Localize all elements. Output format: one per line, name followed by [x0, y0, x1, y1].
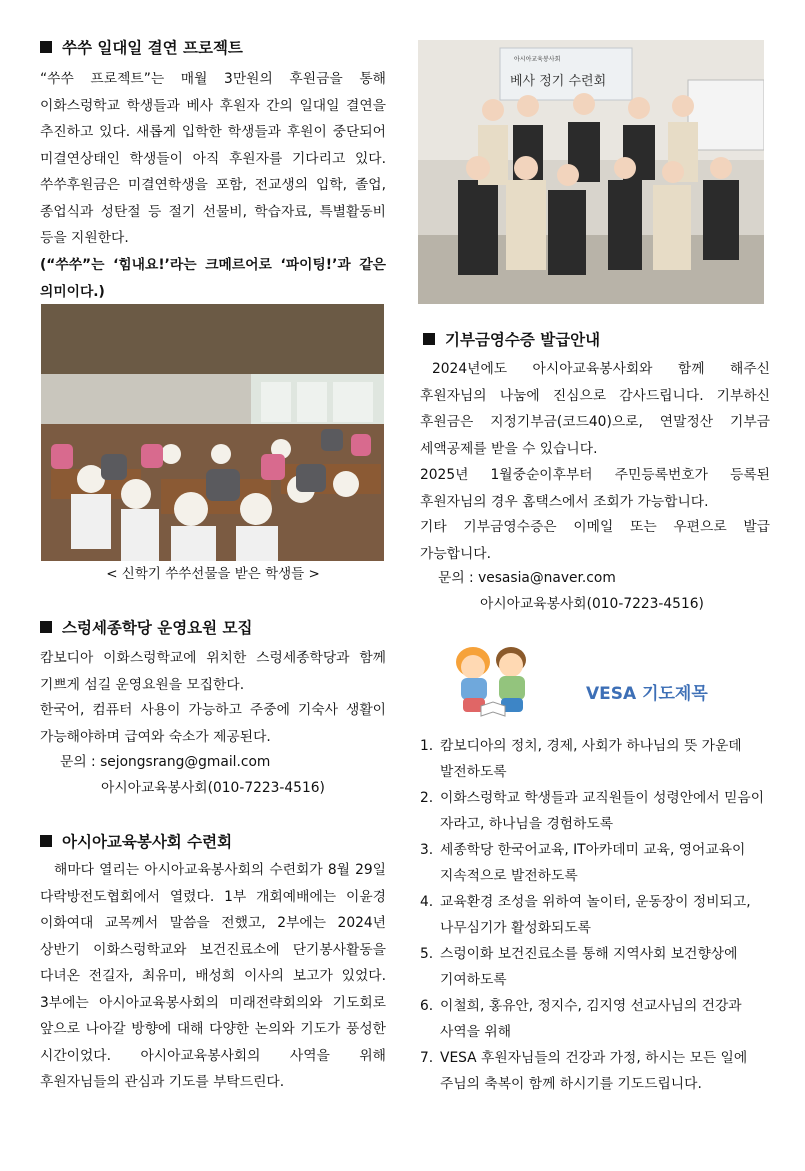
banner-logo: 아시아교육봉사회 [514, 56, 561, 63]
recruit-body-2: 한국어, 컴퓨터 사용이 가능하고 주중에 기숙사 생활이 가능해야하며 급여와 숙소가 제공된다. [40, 702, 386, 745]
contact-label: 문의 : [60, 754, 96, 770]
prayer-item: 1. 캄보디아의 정치, 경제, 사회가 하나님의 뜻 가운데 발전하도록 [420, 738, 742, 780]
sssu-note: (“쑤쑤”는 ‘힘내요!’라는 크메르어로 ‘파이팅!’과 같은 의미이다.) [40, 257, 386, 300]
photo-caption: < 신학기 쑤쑤선물을 받은 학생들 > [106, 566, 320, 582]
recruit-contact-org: 아시아교육봉사회(010-7223-4516) [101, 780, 325, 796]
receipt-body-1: 2024년에도 아시아교육봉사회와 함께 해주신 후원자님의 나눔에 진심으로 감사드립니다. 기부하신 후원금은 지정기부금(코드40)으로, 연말정산 기부금 세액공제를 받을 수 있습니다. [420, 361, 770, 457]
contact-label: 문의 : [438, 570, 474, 586]
receipt-contact-org: 아시아교육봉사회(010-7223-4516) [480, 596, 704, 612]
section-heading-recruit: 스렁세종학당 운영요원 모집 [40, 618, 252, 638]
receipt-body-3: 기타 기부금영수증은 이메일 또는 우편으로 발급 가능합니다. [420, 519, 770, 562]
receipt-body-2: 2025년 1월중순이후부터 주민등록번호가 등록된 후원자님의 경우 홈택스에서 조회가 가능합니다. [420, 467, 770, 510]
praying-children-icon [443, 640, 543, 722]
prayer-item: 3. 세종학당 한국어교육, IT아카데미 교육, 영어교육이 지속적으로 발전하도록 [420, 842, 746, 884]
section-heading-sssu: 쑤쑤 일대일 결연 프로젝트 [40, 38, 243, 58]
students-photo [41, 304, 384, 561]
prayer-item: 2. 이화스렁학교 학생들과 교직원들이 성령안에서 믿음이 자라고, 하나님을 경험하도록 [420, 790, 765, 832]
recruit-contact-line [60, 749, 270, 775]
retreat-group-photo [418, 40, 764, 304]
prayer-item: 5. 스렁이화 보건진료소를 통해 지역사회 보건향상에 기여하도록 [420, 946, 738, 988]
banner-text: 베사 정기 수련회 [510, 74, 607, 89]
prayer-item: 4. 교육환경 조성을 위하여 놀이터, 운동장이 정비되고, 나무심기가 활성화되도록 [420, 894, 751, 936]
retreat-body: 해마다 열리는 아시아교육봉사회의 수련회가 8월 29일 다락방전도협회에서 열렸다. 1부 개회예배에는 이윤경 이화여대 교목께서 말씀을 전했고, 2부에는 2024년 상반기 이화스렁학교와 보건진료소에 단기봉사활동을 다녀온 전길자, 최유미, 배성희 이사의 보고가 있었다. 3부에는 아시아교육봉사회의 미래전략회의와 기도회로 앞으로 나아갈 방향에 대해 다양한 논의와 기도가 풍성한 시간이었다. 아시아교육봉사회의 사역을 위해 후원자님들의 관심과 기도를 부탁드린다. [40, 862, 386, 1090]
square-bullet-icon [423, 333, 435, 345]
prayer-list [420, 734, 770, 1098]
square-bullet-icon [40, 41, 52, 53]
section-heading-retreat: 아시아교육봉사회 수련회 [40, 832, 232, 852]
prayer-title: VESA 기도제목 [586, 684, 708, 704]
contact-email[interactable]: vesasia@naver.com [478, 570, 616, 586]
recruit-body-1: 캄보디아 이화스렁학교에 위치한 스렁세종학당과 함께 기쁘게 섬길 운영요원을 모집한다. [40, 650, 386, 693]
contact-email[interactable]: sejongsrang@gmail.com [100, 754, 271, 770]
square-bullet-icon [40, 621, 52, 633]
sssu-body: “쑤쑤 프로젝트”는 매월 3만원의 후원금을 통해 이화스렁학교 학생들과 베사 후원자 간의 일대일 결연을 추진하고 있다. 새롭게 입학한 학생들과 후원이 중단되어 미결연상태인 학생들이 아직 후원자를 기다리고 있다. 쑤쑤후원금은 미결연학생을 포함, 전교생의 입학, 졸업, 종업식과 성탄절 등 절기 선물비, 학습자료, 특별활동비 등을 지원한다. [40, 71, 386, 246]
prayer-item: 6. 이철희, 홍유안, 정지수, 김지영 선교사님의 건강과 사역을 위해 [420, 998, 742, 1040]
square-bullet-icon [40, 835, 52, 847]
prayer-item: 7. VESA 후원자님들의 건강과 가정, 하시는 모든 일에 주님의 축복이 함께 하시기를 기도드립니다. [420, 1050, 748, 1092]
receipt-contact-line [438, 565, 616, 591]
section-heading-receipt: 기부금영수증 발급안내 [423, 330, 600, 350]
